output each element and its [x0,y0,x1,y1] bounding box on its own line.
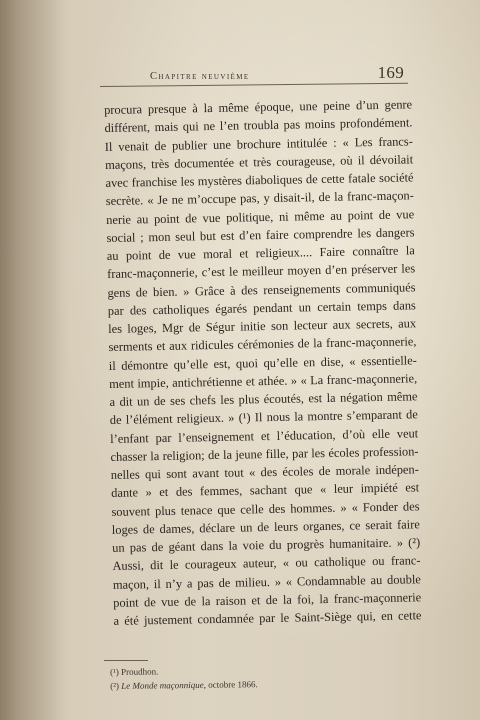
text-line: procura presque à la même époque, une peine d’un genre [104,97,413,117]
footnote-2 [110,676,370,693]
footnote-text: Proudhon. [120,666,159,677]
text-line: loges de dames, déclare un de leurs organes, ce serait faire [111,517,420,537]
text-line: différent, mais qui ne l’en troubla pas moins profondément. [104,115,413,136]
text-line: ment impie, antichrétienne et athée. » « La franc-maçonnerie, [109,371,418,391]
text-line: a dit un de ses chefs les plus écoutés, est la négation même [109,389,418,409]
text-line: social ; mon seul but est d’en faire comprendre les dangers [106,225,415,245]
footnote-text: , octobre 1866. [203,679,258,690]
text-line: par des catholiques égarés pendant un certain temps dans [107,298,416,318]
text-line: Aussi, dit le courageux auteur, « ou catholique ou franc- [112,553,421,574]
text-line: au point de vue moral et religieux.... Faire connaître la [106,243,415,263]
text-line: il démontre qu’elle est, quoi qu’elle en dise, « essentielle- [108,352,417,373]
text-line: serments et aux ridicules cérémonies de la franc-maçonnerie, [108,334,417,355]
footnote-rule [104,660,148,661]
footnote-source: Le Monde maçonnique [121,679,204,691]
text-line: avec franchise les mystères diaboliques de cette fatale société [105,170,414,190]
text-line: Il venait de publier une brochure intitulée : « Les francs- [104,133,413,154]
text-line: un pas de géant dans la voie du progrès humanitaire. » (²) [112,535,421,555]
text-line: nerie au point de vue politique, ni même au point de vue [106,206,415,227]
binding-shadow [0,0,70,720]
text-line: point de vue de la raison et de la foi, la franc-maçonnerie [113,590,422,610]
text-line: chasser la religion; de la jeune fille, par les écoles profession- [110,444,419,464]
body-text [104,95,422,630]
text-line: dante » et des femmes, sachant que « leur impiété est [111,480,420,501]
text-line: de l’élément religieux. » (¹) Il nous la montre s’emparant de [109,407,418,428]
running-header [110,58,410,82]
text-line: l’enfant par l’enseignement et l’éducation, d’où elle veut [110,425,419,446]
text-line: maçon, il n’y a pas de milieu. » « Condamnable au double [112,571,421,592]
header-rule [100,83,408,87]
text-line: les loges, Mgr de Ségur initie son lecteur aux secrets, aux [108,316,417,336]
text-line: gens de bien. » Grâce à des renseignements communiqués [107,279,416,300]
footnotes [110,662,370,693]
chapter-title: Chapitre neuvième [150,71,250,82]
text-line: franc-maçonnerie, c’est le meilleur moyen d’en préserver les [107,261,416,282]
text-line: secrète. « Je ne m’occupe pas, y disait-il, de la franc-maçon- [105,188,414,209]
footnote-marker: (²) [110,680,120,691]
text-line: souvent plus tenace que celle des hommes. » « Fonder des [111,498,420,519]
text-line: maçons, très documentée et très courageuse, où il dévoilait [105,152,414,172]
page-number: 169 [377,63,404,82]
footnote-marker: (¹) [110,666,119,677]
text-line: nelles qui sont avant tout « des écoles de morale indépen- [110,462,419,482]
text-line: a été justement condamnée par le Saint-Siège qui, en cette [113,608,422,628]
